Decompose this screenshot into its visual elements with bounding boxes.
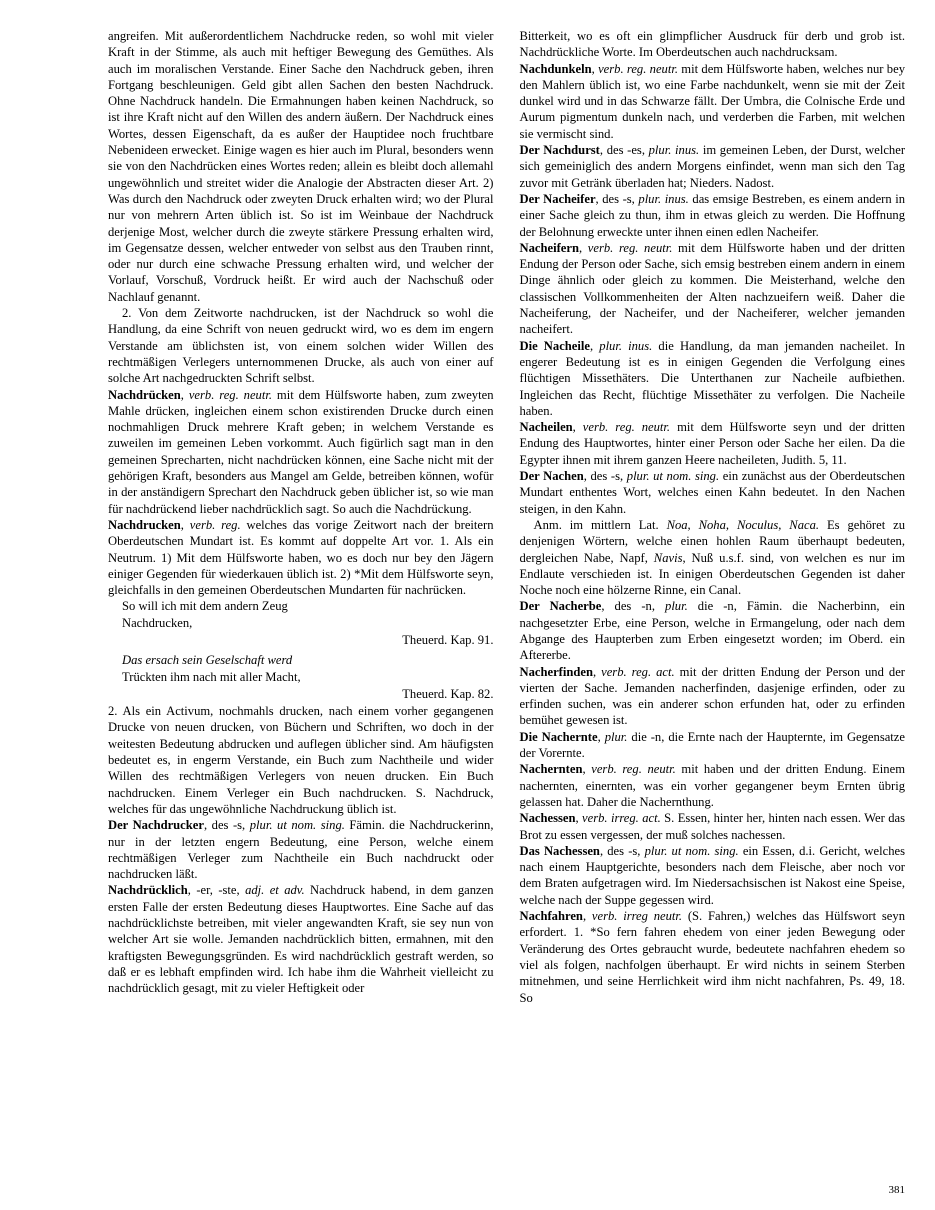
paragraph-r8: Der Nachen, des -s, plur. ut nom. sing. ein zunächst aus der Oberdeutschen Mundart enthentes Wort, welches einen Kahn bedeutet. In den Nachen steigen, in den Kahn. xyxy=(519,469,906,516)
paragraph-r2: Nachdunkeln, verb. reg. neutr. mit dem Hülfsworte haben, welches nur bey den Mahlern üblich ist, wo eine Farbe nachdunkelt, wenn sie mit der Zeit dunkel wird und in das Schwarze fällt. Der Umbra, die Colnische Erde und Aurum pigmentum dunkeln nach, und verderben die Farben, mit welchen sie vermischt sind. xyxy=(519,61,905,141)
paragraph-r6: Die Nacheile, plur. inus. die Handlung, da man jemanden nacheilet. In engerer Bedeutung ist es in einigen Gegenden die Verfolgung eines flüchtigen Missethäters. Die Unterthanen zur Nacheile aufbiethen. Ingleichen das Recht, flüchtige Missethäter zu verfolgen. Die Nacheile haben. xyxy=(519,338,906,418)
paragraph-r13: Nachernten, verb. reg. neutr. mit haben und der dritten Endung. Einem nachernten, einernten, was ein vorher gegangener beym Ernten übrig gelassen hat. Daher die Nachernthung. xyxy=(519,762,905,809)
paragraph-r7: Nacheilen, verb. reg. neutr. mit dem Hülfsworte seyn und der dritten Endung des Hauptwortes, hinter einer Person oder Sache her eilen. Da die Egypter ihnen mit ihrem ganzen Heere nacheileten, Judith. 5, 11. xyxy=(519,420,905,467)
paragraph-p7: Nachdrücklich, -er, -ste, adj. et adv. Nachdruck habend, in dem ganzen ersten Falle der ersten Bedeutung dieses Hauptwortes. Eine Sache auf das nachdrücklichste betreiben, mit vieler angewandten Kraft, sie sey nun von welcher Art sie wolle. Jemanden nachdrücklich bitten, ermahnen, mit den kraftigsten Bewegungsgründen. Es wird nachdrücklich gestraft werden, so daß er es lebhaft empfinden wird. Ich habe ihm die Wahrheit vielleicht zu nachdrücklich gesagt, mit zu vieler Heftigkeit oder xyxy=(108,883,494,996)
paragraph-v2ref: Theuerd. Kap. 82. xyxy=(402,686,494,701)
paragraph-r9: Anm. im mittlern Lat. Noa, Noha, Noculus, Naca. Es gehöret zu denjenigen Wörtern, welche einen hohlen Raum überhaupt bedeuten, dergleichen Nabe, Napf, Navis, Nuß u.s.f. sind, von welchen es nur im Endlaute verschieden ist. In einigen Oberdeutschen Gegenden ist daher Noche noch eine hölzerne Rinne, ein Canal. xyxy=(519,517,905,598)
left-text-column xyxy=(108,28,494,997)
paragraph-v4: Trückten ihm nach mit aller Macht, xyxy=(122,669,301,684)
paragraph-p6: Der Nachdrucker, des -s, plur. ut nom. sing. Fämin. die Nachdruckerinn, nur in der letzten engern Bedeutung, eine Person, welche einem rechtmäßigen Verleger zum Nachtheile ein Buch nachdruckt oder nachdrucken läßt. xyxy=(108,818,494,882)
paragraph-r4: Der Nacheifer, des -s, plur. inus. das emsige Bestreben, es einem andern in einer Sache gleich zu thun, ihm in etwas gleich zu werden. Die Hoffnung der Belohnung erweckte unter ihnen einen edlen Nacheifer. xyxy=(519,191,905,239)
two-column-body xyxy=(108,28,905,1006)
paragraph-r16: Nachfahren, verb. irreg neutr. (S. Fahren,) welches das Hülfswort seyn erfordert. 1. *So fern fahren ehedem von einer jeden Bewegung oder Veränderung des Ortes gebraucht wurde, bedeutete nachfahren ehedem so viel als folgen, nachfolgen überhaupt. Er wird nichts in seinem Sterben mitnehmen, und seine Herrlichkeit wird ihm nicht nachfahren, Ps. 49, 18. So xyxy=(519,909,905,1005)
paragraph-r15: Das Nachessen, des -s, plur. ut nom. sing. ein Essen, d.i. Gericht, welches nach einem Hauptgerichte, besonders nach dem Fleische, aber noch vor dem Braten aufgetragen wird. Im Niedersachsischen ist Nakost eine Speise, welche nach der Suppe gegessen wird. xyxy=(519,843,905,907)
paragraph-p3: Nachdrücken, verb. reg. neutr. mit dem Hülfsworte haben, zum zweyten Mahle drücken, ingleichen einem schon existirenden Drucke durch einen nochmahligen Druck mehrere Kraft geben; in welchem Verstande es zuweilen im gemeinen Leben vorkommt. Auch figürlich sagt man in den gemeinen Sprecharten, nicht nachdrücken können, eine Sache nicht mit der gehörigen Kraft, besonders aus Mangel am Gelde, betreiben können, wofür in der anständigern Sprechart den Nachdruck geben üblicher ist, so wie man für nachdrückend lieber nachdrücklich sagt. So auch die Nachdrückung. xyxy=(108,387,494,516)
paragraph-r14: Nachessen, verb. irreg. act. S. Essen, hinter her, hinten nach essen. Wer das Brot zu essen vergessen, der muß solches nachessen. xyxy=(519,811,905,842)
paragraph-p2: 2. Von dem Zeitworte nachdrucken, ist der Nachdruck so wohl die Handlung, da eine Schrift von neuen gedruckt wird, wo es dem im engern Verstande am üblichsten ist, von einem solchen wider Willen des rechtmäßigen Verlegers unternommenen Drucke, als auch von einer auf solche Art nachgedruckten Schrift selbst. xyxy=(108,306,494,386)
right-text-column xyxy=(520,28,906,1006)
page-number: 381 xyxy=(888,1184,905,1196)
paragraph-v2: Nachdrucken, xyxy=(122,615,193,630)
paragraph-r5: Nacheifern, verb. reg. neutr. mit dem Hülfsworte haben und der dritten Endung der Person oder Sache, sich emsig bestreben einem andern in einem Dinge ähnlich oder gleich zu kommen. Die Meisterhand, welche den classischen Vollkommenheiten der Alten nachzueifern weiß. Daher die Nacheiferung, der Nacheifer, und der Nacheiferer, welcher jemanden nacheifert. xyxy=(519,240,906,337)
paragraph-v1: So will ich mit dem andern Zeug xyxy=(122,599,288,614)
paragraph-v1ref: Theuerd. Kap. 91. xyxy=(402,632,494,647)
paragraph-r3: Der Nachdurst, des -es, plur. inus. im gemeinen Leben, der Durst, welcher sich gemeiniglich des andern Morgens einfindet, wenn man sich den Tag zuvor mit Getränk überladen hat; Nieders. Nadost. xyxy=(519,143,906,190)
paragraph-p1: angreifen. Mit außerordentlichem Nachdrucke reden, so wohl mit vieler Kraft in der Stimme, als auch mit heftiger Bewegung des Gemüthes. Als auch im moralischen Verstande. Einer Sache den Nachdruck geben, ihren Fortgang beschleunigen. Geld gibt allen Sachen den besten Nachdruck. Ohne Nachdruck handeln. Die Ermahnungen haben keinen Nachdruck, so ist ihre Kraft nicht auf den Willen des andern äußern. Der Nachdruck eines Wortes, dessen Eigenschaft, da es außer der Hauptidee noch fruchtbare Nebenideen erwecket. Einige wagen es hier auch im Plural, besonders wenn sie von den Nachdrücken eines Wortes reden; allein es bleibt doch allemahl ungewöhnlich und streitet wider die Analogie der Abstracten dieser Art. 2) Was durch den Nachdruck oder zweyten Druck erhalten wird; wo der Plural nur von mehrern Arten üblich ist. So ist im Weinbaue der Nachdruck derjenige Most, welcher durch die zweyte stärkere Pressung erhalten wird, im Gegensatze dessen, welcher entweder von selbst aus den Trauben rinnt, oder nur durch eine schwache Pressung erhalten wird, und welcher der Vorlauf, Vorschuß, Vordruck heißt. Er wird auch der Nachschuß oder Nachlauf genannt. xyxy=(108,29,494,304)
paragraph-v3: Das ersach sein Geselschaft werd xyxy=(122,653,293,668)
paragraph-p4: Nachdrucken, verb. reg. welches das vorige Zeitwort nach der breitern Oberdeutschen Mundart ist. Es kommt auf doppelte Art vor. 1. Als ein Neutrum. 1) Mit dem Hülfsworte haben, wo es doch nur bey den Jägern einiger Gegenden für wiederkauen üblich ist. 2) *Mit dem Hülfsworte seyn, gleichfalls in den gemeinen Oberdeutschen Mundarten für nachrücken. xyxy=(108,517,494,598)
paragraph-r10: Der Nacherbe, des -n, plur. die -n, Fämin. die Nacherbinn, ein nachgesetzter Erbe, eine Person, welche in Ermangelung, oder nach dem Abgange des Haupterben zum Erben eingesetzt worden; im Oberd. ein Aftererbe. xyxy=(519,599,905,663)
paragraph-r12: Die Nachernte, plur. die -n, die Ernte nach der Haupternte, im Gegensatze der Vorernte. xyxy=(519,729,905,761)
paragraph-r1: Bitterkeit, wo es oft ein glimpflicher Ausdruck für derb und grob ist. Nachdrückliche Worte. Im Oberdeutschen auch nachdrucksam. xyxy=(519,29,905,60)
paragraph-r11: Nacherfinden, verb. reg. act. mit der dritten Endung der Person und der vierten der Sache. Jemanden nacherfinden, dasjenige erfinden, oder zu erfinden suchen, was ein anderer schon erfunden hat, oder zu erfinden bemühet gewesen ist. xyxy=(519,664,905,728)
paragraph-p5: 2. Als ein Activum, nochmahls drucken, nach einem vorher gegangenen Drucke von neuen drucken, von Büchern und Schriften, wo doch in der weitesten Bedeutung abdrucken und auflegen üblicher sind. Am häufigsten bedeutet es, in engerm Verstande, ein Buch zum Nachtheile und wider Willen des rechtmäßigen Verlegers von neuen drucken. Ein Buch nachdrucken. Einem Verleger ein Buch nachdrucken. S. Nachdruck, welches für das ungewöhnliche Nachdruckung üblich ist. xyxy=(108,704,494,816)
